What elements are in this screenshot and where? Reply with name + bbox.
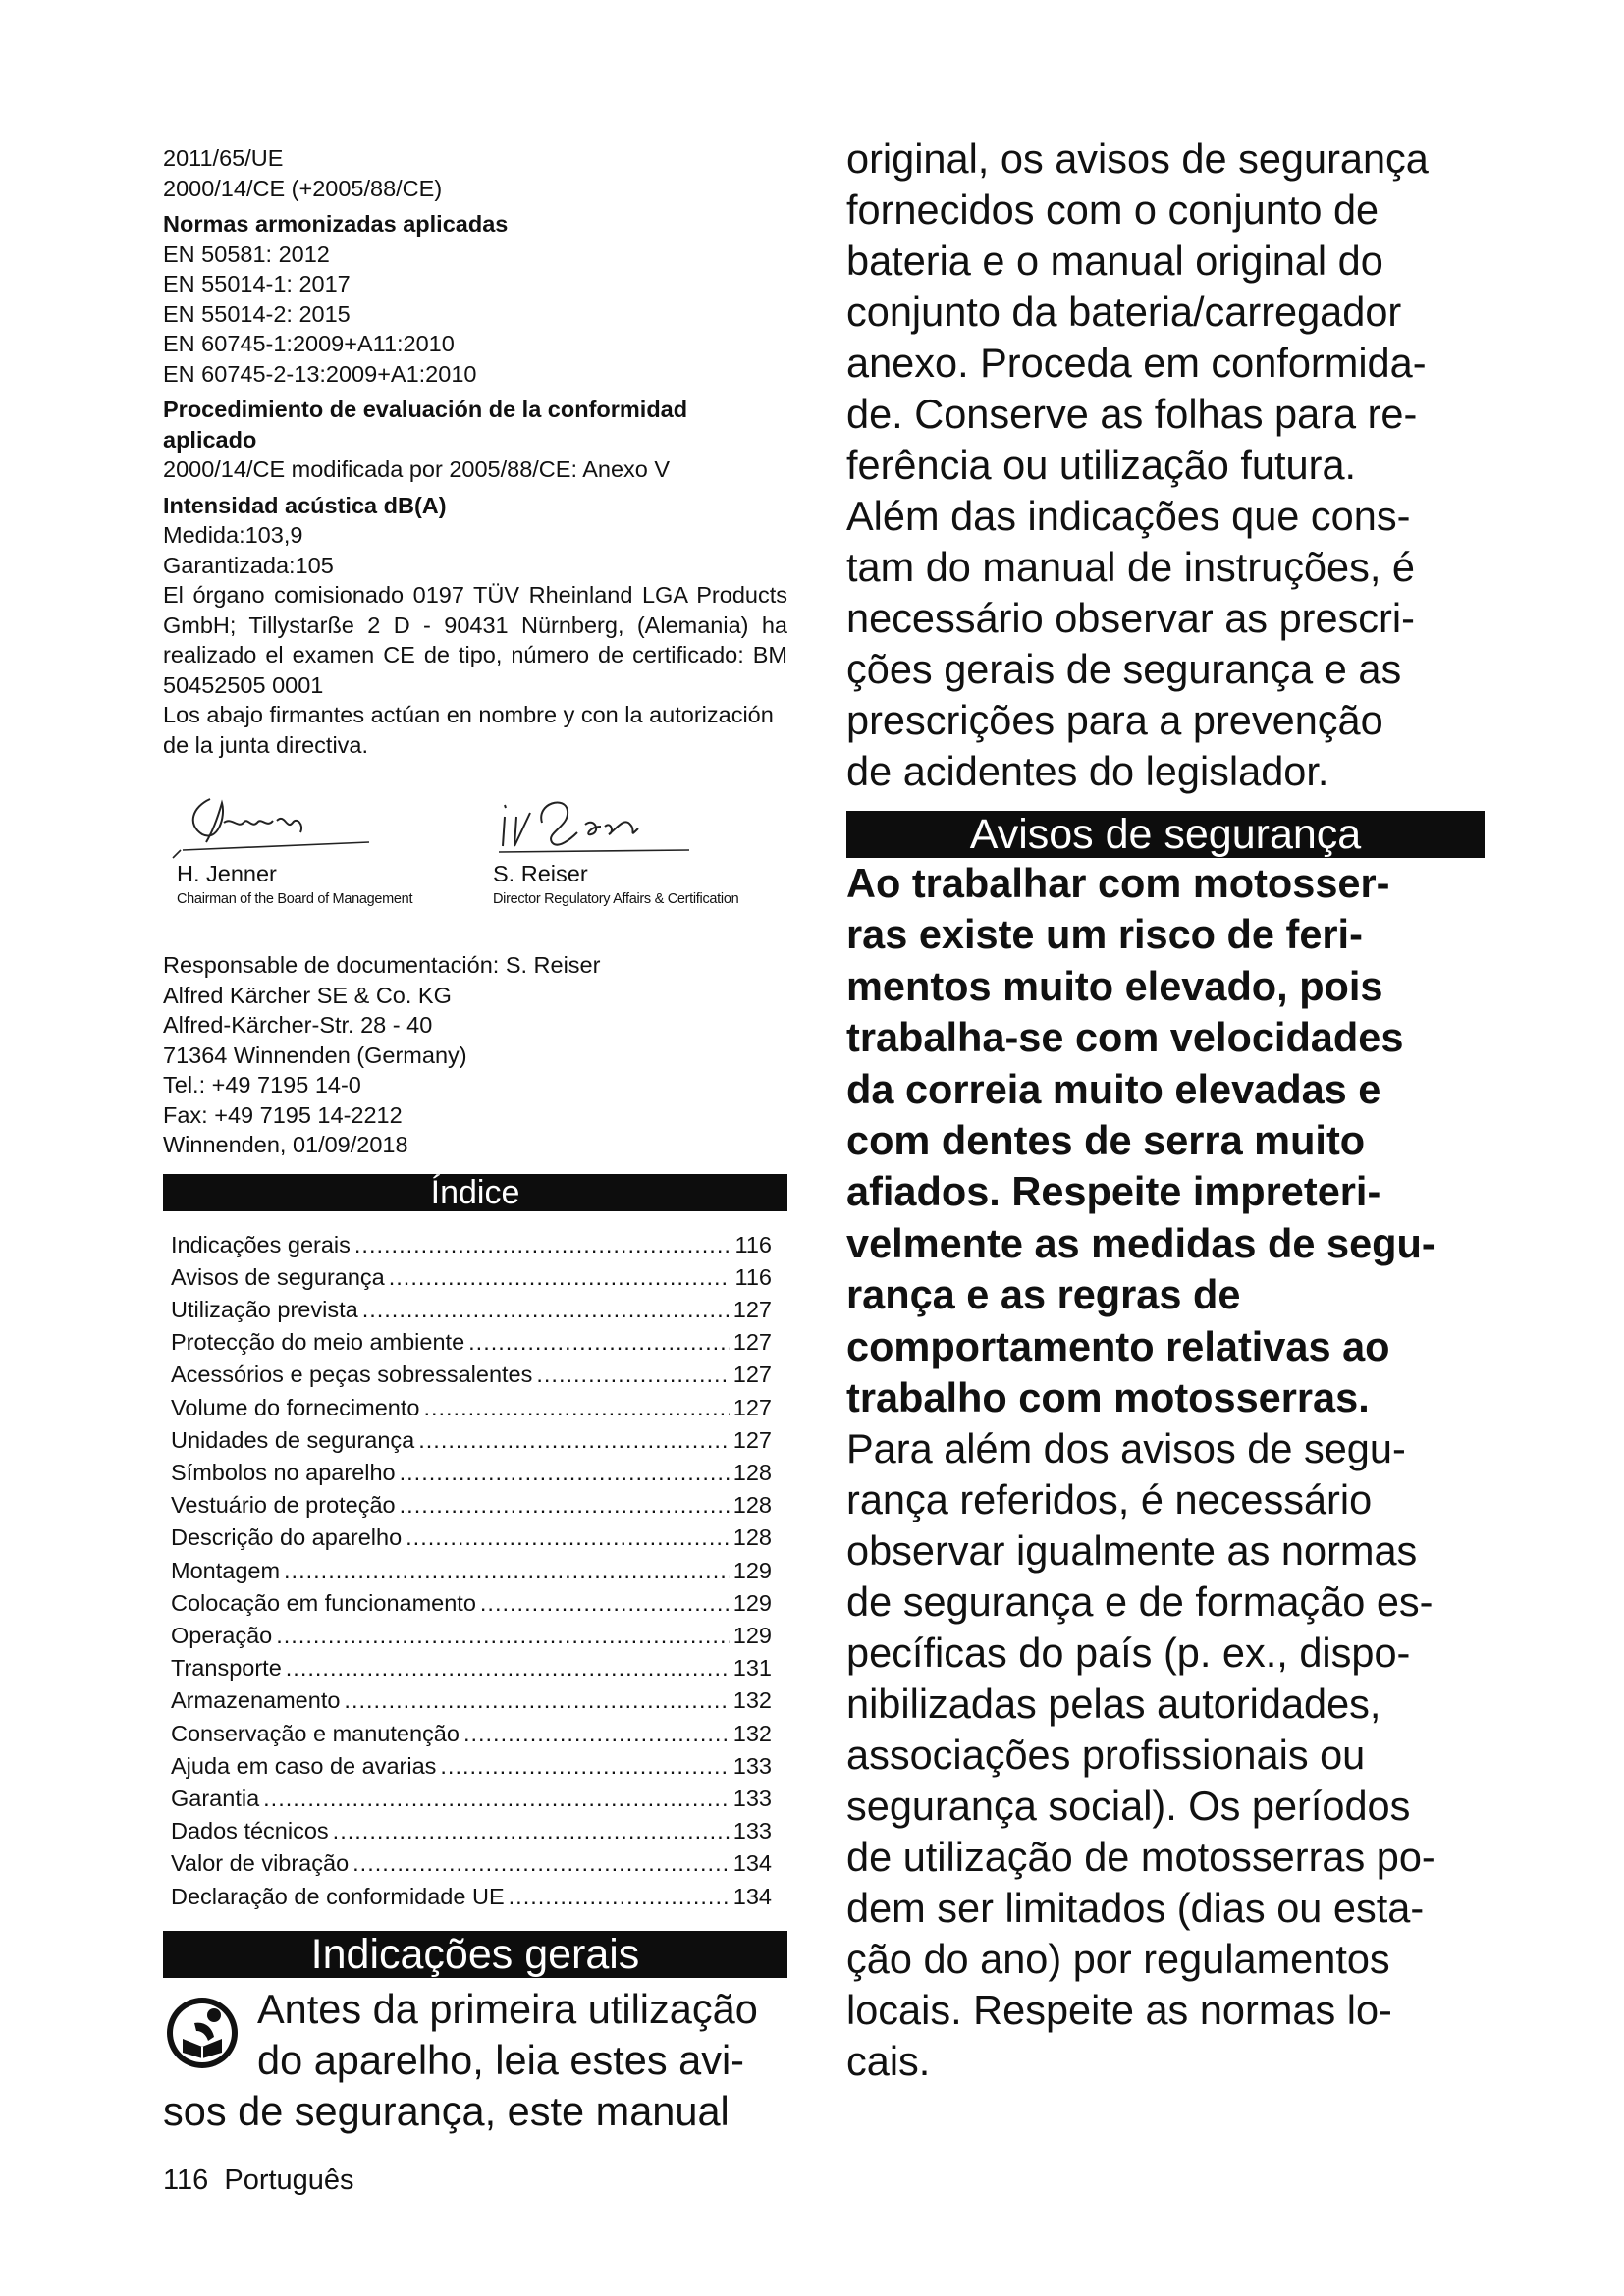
toc-entry <box>163 1326 787 1359</box>
toc-entry <box>163 1620 787 1652</box>
bold-warning-line: trabalho com motosserras. <box>846 1374 1370 1421</box>
toc-leader-dots <box>362 1294 730 1326</box>
ec-declaration <box>163 143 787 760</box>
bold-warning-line: velmente as medidas de segu- <box>846 1219 1435 1266</box>
toc-entry-page: 127 <box>732 1426 772 1453</box>
standard: EN 55014-2: 2015 <box>163 300 351 327</box>
toc-leader-dots <box>400 1457 730 1489</box>
toc-entry-title: Unidades de segurança <box>171 1426 415 1453</box>
general-title: Indicações gerais <box>163 1931 787 1978</box>
toc-entry-page: 129 <box>732 1557 772 1583</box>
standard: EN 50581: 2012 <box>163 240 330 267</box>
toc-leader-dots <box>509 1881 730 1913</box>
noise-heading: Intensidad acústica dB(A) <box>163 492 447 518</box>
signatures <box>163 777 787 944</box>
body-text: El órgano comisionado 0197 TÜV Rheinland LGA Products GmbH; Tillystarße 2 D - 90431 Nürnberg, (Alemania) ha realizado el examen CE de tipo, número de certificado: BM 50452505 0001 <box>163 582 787 698</box>
toc-entry-page: 127 <box>732 1296 772 1322</box>
toc-entry <box>163 1718 787 1750</box>
bold-warning-line: com dentes de serra muito <box>846 1117 1366 1164</box>
toc-entry-title: Avisos de segurança <box>171 1263 385 1290</box>
toc-entry <box>163 1881 787 1913</box>
toc-entry-title: Acessórios e peças sobressalentes <box>171 1362 533 1388</box>
text-line: necessário observar as prescri- <box>846 595 1415 641</box>
bold-warning-line: mentos muito elevado, pois <box>846 962 1383 1009</box>
toc-entry-title: Colocação em funcionamento <box>171 1589 476 1616</box>
signer-role: Director Regulatory Affairs & Certification <box>493 891 739 907</box>
toc-entry-page: 128 <box>732 1524 772 1551</box>
toc-entry <box>163 1424 787 1457</box>
toc-leader-dots <box>276 1620 730 1652</box>
text-line: original, os avisos de segurança <box>846 135 1429 182</box>
toc-entry-page: 127 <box>732 1362 772 1388</box>
handwritten-signature-icon <box>163 777 399 866</box>
toc-entry-title: Conservação e manutenção <box>171 1720 460 1746</box>
toc-leader-dots <box>284 1555 730 1587</box>
directive: 2011/65/UE <box>163 145 284 171</box>
toc-entry <box>163 1684 787 1717</box>
toc-entry-title: Indicações gerais <box>171 1231 351 1257</box>
text-line: Além das indicações que cons- <box>846 493 1411 539</box>
toc-entry-title: Utilização prevista <box>171 1296 358 1322</box>
text-line: nibilizadas pelas autoridades, <box>846 1681 1381 1728</box>
contact-block <box>163 950 787 1160</box>
table-of-contents <box>163 1229 787 1913</box>
right-column <box>846 133 1485 2087</box>
toc-entry <box>163 1750 787 1783</box>
safety-title: Avisos de segurança <box>846 811 1485 858</box>
text-line: ferência ou utilização futura. <box>846 442 1357 488</box>
text-line: pecíficas do país (p. ex., dispo- <box>846 1629 1411 1677</box>
toc-entry-page: 127 <box>732 1394 772 1420</box>
toc-entry-title: Símbolos no aparelho <box>171 1459 396 1485</box>
intro-line: do aparelho, leia estes avi- <box>257 2036 744 2083</box>
toc-entry <box>163 1229 787 1261</box>
page-footer <box>163 2164 354 2197</box>
text-line: conjunto da bateria/carregador <box>846 289 1402 335</box>
toc-leader-dots <box>480 1587 730 1620</box>
footer-language: Português <box>224 2164 354 2196</box>
toc-entry-title: Garantia <box>171 1785 260 1811</box>
toc-entry-title: Declaração de conformidade UE <box>171 1883 505 1909</box>
page-number: 116 <box>163 2164 209 2196</box>
toc-entry <box>163 1457 787 1489</box>
toc-leader-dots <box>344 1684 729 1717</box>
toc-entry <box>163 1555 787 1587</box>
toc-entry-title: Protecção do meio ambiente <box>171 1329 465 1356</box>
toc-entry <box>163 1522 787 1554</box>
text-line: de acidentes do legislador. <box>846 748 1329 794</box>
text-line: locais. Respeite as normas lo- <box>846 1987 1392 2034</box>
toc-entry <box>163 1847 787 1880</box>
index-title: Índice <box>163 1174 787 1211</box>
read-manual-icon <box>163 1994 242 2072</box>
text-line: associações profissionais ou <box>846 1732 1366 1779</box>
toc-leader-dots <box>406 1522 730 1554</box>
standard: EN 60745-2-13:2009+A1:2010 <box>163 360 477 387</box>
contact-line: Tel.: +49 7195 14-0 <box>163 1072 361 1097</box>
handwritten-signature-icon <box>493 777 729 866</box>
signer-role: Chairman of the Board of Management <box>177 891 413 907</box>
toc-leader-dots <box>354 1229 731 1261</box>
toc-leader-dots <box>423 1392 729 1424</box>
contact-line: Fax: +49 7195 14-2212 <box>163 1101 403 1128</box>
signature-reiser <box>493 777 738 907</box>
toc-leader-dots <box>440 1750 729 1783</box>
toc-entry-title: Volume do fornecimento <box>171 1394 420 1420</box>
contact-line: Alfred-Kärcher-Str. 28 - 40 <box>163 1012 433 1038</box>
contact-line: Winnenden, 01/09/2018 <box>163 1132 408 1157</box>
guaranteed-value: Garantizada:105 <box>163 552 334 578</box>
text-line: ção do ano) por regulamentos <box>846 1936 1390 1983</box>
toc-entry <box>163 1392 787 1424</box>
toc-entry-page: 129 <box>732 1622 772 1648</box>
toc-entry-page: 132 <box>732 1720 772 1746</box>
toc-entry-page: 127 <box>732 1329 772 1356</box>
toc-leader-dots <box>333 1815 730 1847</box>
toc-entry-page: 134 <box>732 1883 772 1909</box>
toc-entry-page: 133 <box>732 1785 772 1811</box>
signatories-text: Los abajo firmantes actúan en nombre y con la autorización de la junta directiva. <box>163 702 774 758</box>
standards-heading: Normas armonizadas aplicadas <box>163 211 509 237</box>
directive: 2000/14/CE (+2005/88/CE) <box>163 175 443 201</box>
measured-value: Medida:103,9 <box>163 522 303 548</box>
bold-warning-line: comportamento relativas ao <box>846 1322 1390 1369</box>
toc-entry <box>163 1652 787 1684</box>
signer-name: H. Jenner <box>177 861 277 886</box>
toc-leader-dots <box>400 1489 730 1522</box>
text-line: dem ser limitados (dias ou esta- <box>846 1885 1425 1932</box>
text-line: tam do manual de instruções, é <box>846 544 1416 590</box>
text-line: Para além dos avisos de segu- <box>846 1425 1406 1472</box>
toc-entry <box>163 1359 787 1391</box>
safety-warning-text <box>846 1423 1485 2087</box>
toc-entry-title: Montagem <box>171 1557 281 1583</box>
text-line: bateria e o manual original do <box>846 238 1383 284</box>
contact-line: 71364 Winnenden (Germany) <box>163 1041 467 1068</box>
standard: EN 55014-1: 2017 <box>163 271 351 296</box>
bold-warning-line: ras existe um risco de feri- <box>846 911 1363 958</box>
text-line: anexo. Proceda em conformida- <box>846 340 1427 386</box>
toc-entry-page: 132 <box>732 1687 772 1714</box>
toc-entry-page: 128 <box>732 1492 772 1519</box>
toc-entry-title: Ajuda em caso de avarias <box>171 1752 437 1779</box>
toc-entry-page: 116 <box>734 1231 772 1257</box>
text-line: de. Conserve as folhas para re- <box>846 391 1418 437</box>
continuation-text <box>846 133 1485 797</box>
text-line: de utilização de motosserras po- <box>846 1834 1435 1881</box>
toc-entry-page: 134 <box>732 1850 772 1877</box>
toc-entry-title: Valor de vibração <box>171 1850 350 1877</box>
left-column <box>163 143 787 2137</box>
toc-leader-dots <box>468 1326 730 1359</box>
toc-entry-title: Dados técnicos <box>171 1818 329 1844</box>
toc-entry-page: 133 <box>732 1752 772 1779</box>
toc-entry-title: Armazenamento <box>171 1687 341 1714</box>
procedure-heading: Procedimiento de evaluación de la conformidad aplicado <box>163 397 688 453</box>
toc-entry-title: Descrição do aparelho <box>171 1524 403 1551</box>
intro-line: Antes da primeira utilização <box>257 1985 758 2032</box>
bold-warning-line: afiados. Respeite impreteri- <box>846 1168 1381 1215</box>
text-line: de segurança e de formação es- <box>846 1578 1434 1626</box>
toc-leader-dots <box>418 1424 730 1457</box>
toc-entry-page: 133 <box>732 1818 772 1844</box>
intro-line: sos de segurança, este manual <box>163 2087 730 2134</box>
toc-entry-page: 116 <box>734 1263 772 1290</box>
text-line: fornecidos com o conjunto de <box>846 187 1380 233</box>
toc-entry-page: 131 <box>732 1655 772 1682</box>
signature-jenner <box>163 777 412 907</box>
text-line: cais. <box>846 2038 931 2085</box>
signer-name: S. Reiser <box>493 861 588 886</box>
text-line: ções gerais de segurança e as <box>846 646 1402 692</box>
text-line: rança referidos, é necessário <box>846 1476 1373 1523</box>
contact-line: Alfred Kärcher SE & Co. KG <box>163 982 452 1008</box>
text-line: segurança social). Os períodos <box>846 1783 1411 1830</box>
procedure-text: 2000/14/CE modificada por 2005/88/CE: Anexo V <box>163 456 671 482</box>
safety-warning-bold <box>846 858 1485 1423</box>
standard: EN 60745-1:2009+A11:2010 <box>163 331 455 356</box>
toc-entry-title: Transporte <box>171 1655 282 1682</box>
toc-entry <box>163 1261 787 1294</box>
toc-entry <box>163 1587 787 1620</box>
bold-warning-line: trabalha-se com velocidades <box>846 1014 1404 1061</box>
toc-leader-dots <box>286 1652 730 1684</box>
toc-leader-dots <box>263 1783 730 1815</box>
general-intro <box>163 1984 787 2137</box>
bold-warning-line: Ao trabalhar com motosser- <box>846 860 1390 906</box>
toc-entry-page: 128 <box>732 1459 772 1485</box>
toc-entry <box>163 1489 787 1522</box>
toc-entry <box>163 1783 787 1815</box>
toc-entry <box>163 1815 787 1847</box>
toc-entry <box>163 1294 787 1326</box>
bold-warning-line: da correia muito elevadas e <box>846 1065 1381 1112</box>
bold-warning-line: rança e as regras de <box>846 1271 1241 1318</box>
toc-entry-title: Operação <box>171 1622 273 1648</box>
toc-leader-dots <box>463 1718 730 1750</box>
text-line: prescrições para a prevenção <box>846 697 1383 743</box>
toc-entry-page: 129 <box>732 1589 772 1616</box>
toc-leader-dots <box>536 1359 729 1391</box>
text-line: observar igualmente as normas <box>846 1527 1418 1575</box>
toc-leader-dots <box>352 1847 730 1880</box>
contact-line: Responsable de documentación: S. Reiser <box>163 952 601 978</box>
toc-leader-dots <box>389 1261 731 1294</box>
toc-entry-title: Vestuário de proteção <box>171 1492 396 1519</box>
